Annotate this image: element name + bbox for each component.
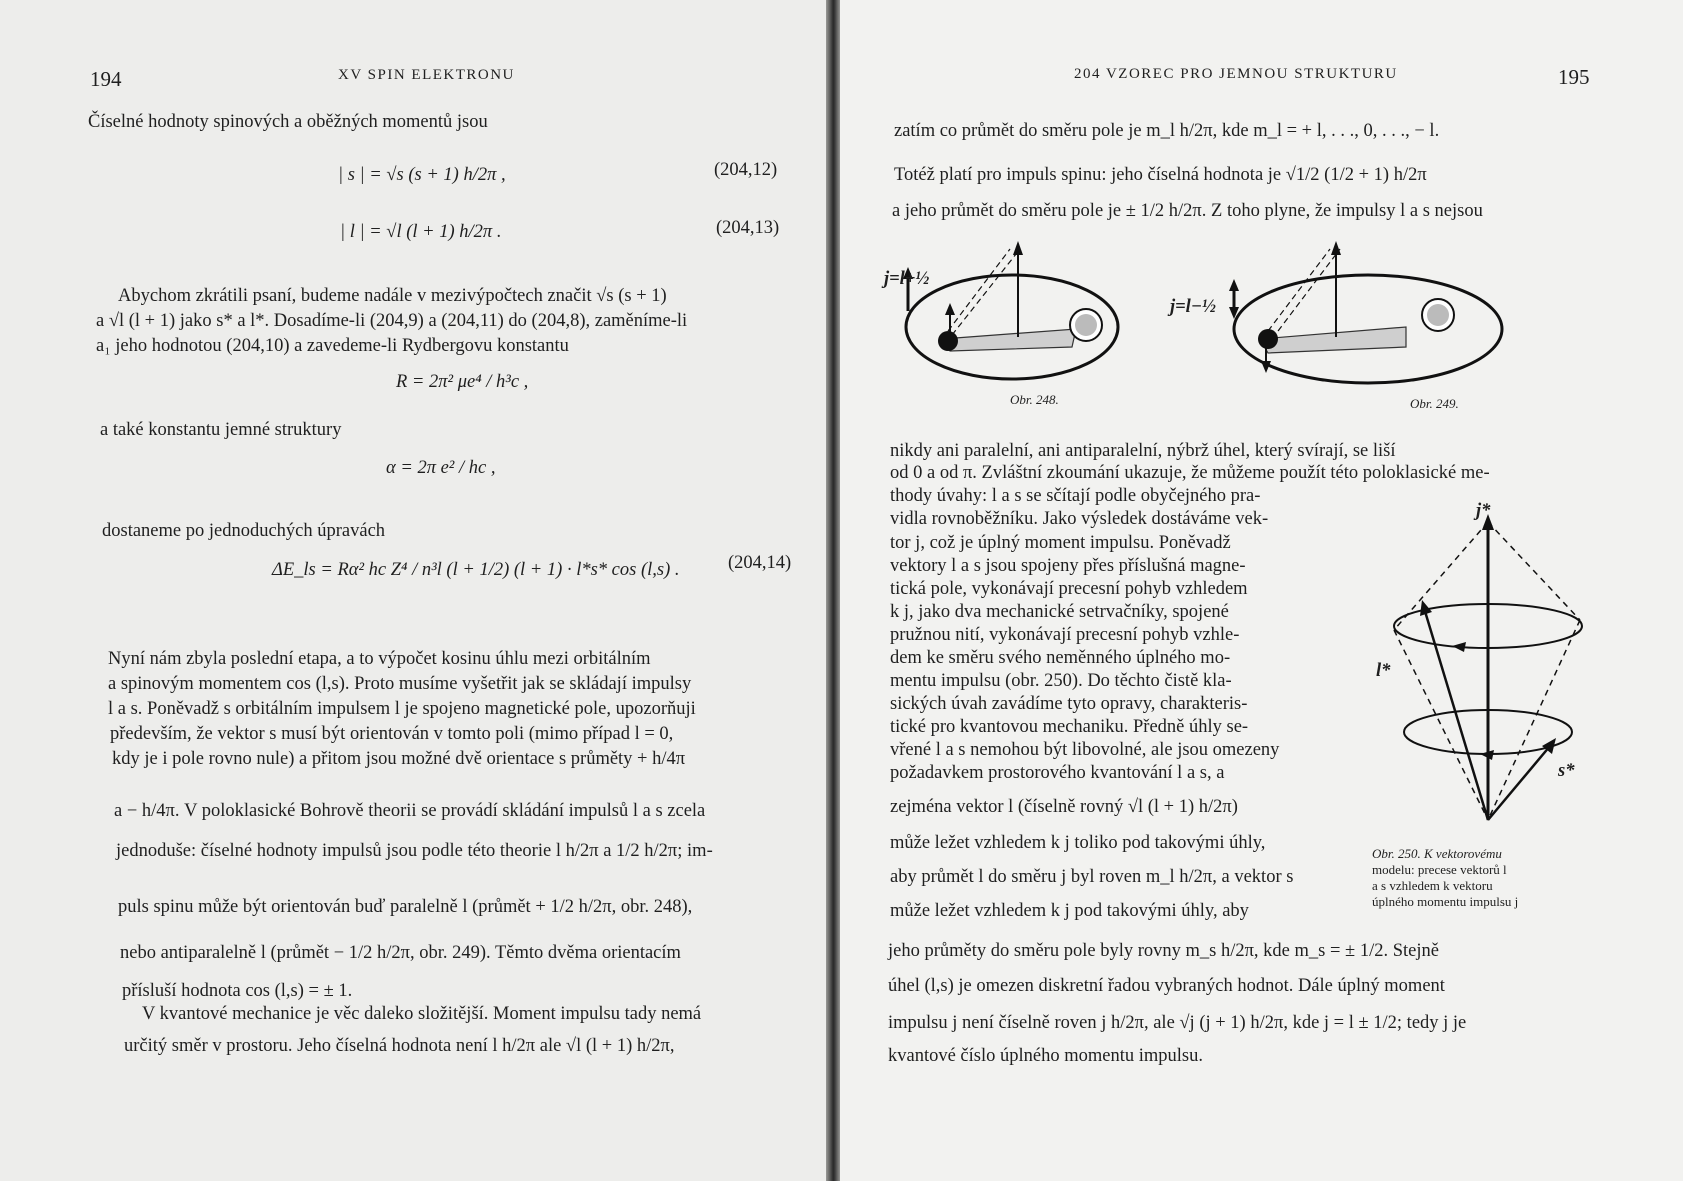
fig248-label: j=l+½ [884, 269, 930, 289]
fig250-label-j: j* [1476, 501, 1491, 521]
equation: | s | = √s (s + 1) h/2π , [338, 165, 506, 185]
fig249-label: j=l−½ [1170, 297, 1216, 317]
text-line: požadavkem prostorového kvantování l a s, a [890, 763, 1225, 783]
equation-number: (204,13) [716, 218, 780, 238]
text-line: úhel (l,s) je omezen diskretní řadou vybraných hodnot. Dále úplný moment [888, 976, 1445, 996]
nucleus-core [1427, 304, 1449, 326]
running-head-left: XV SPIN ELEKTRONU [338, 67, 515, 83]
text-line: tická pole, vykonávají precesní pohyb vzhledem [890, 579, 1248, 599]
vector-l [1424, 608, 1488, 820]
text-line: jeho průměty do směru pole byly rovny m_s h/2π, kde m_s = ± 1/2. Stejně [888, 941, 1439, 961]
text-line: sických úvah zavádíme tyto opravy, charakteris- [890, 694, 1248, 714]
text-line: tor j, což je úplný moment impulsu. Poněvadž [890, 533, 1231, 553]
fig249-caption: Obr. 249. [1410, 396, 1459, 411]
text-line: puls spinu může být orientován buď paralelně l (průmět + 1/2 h/2π, obr. 248), [118, 897, 693, 917]
electron [938, 331, 958, 351]
fig250-caption-line: modelu: precese vektorů l [1372, 862, 1507, 877]
dashed-line [1262, 249, 1330, 339]
text-line: od 0 a od π. Zvláštní zkoumání ukazuje, že můžeme použít této poloklasické me- [890, 463, 1490, 483]
text-line: Nyní nám zbyla poslední etapa, a to výpočet kosinu úhlu mezi orbitálním [108, 649, 651, 669]
equation: R = 2π² μe⁴ / h³c , [396, 372, 529, 392]
text-line: Číselné hodnoty spinových a oběžných momentů jsou [88, 112, 488, 132]
right-page [840, 0, 1683, 1181]
text-line: vektory l a s jsou spojeny přes příslušná magne- [890, 556, 1246, 576]
vector-s [1488, 746, 1550, 820]
dashed-line [952, 249, 1020, 335]
electron [1258, 329, 1278, 349]
equation: | l | = √l (l + 1) h/2π . [340, 222, 502, 242]
text-line: přísluší hodnota cos (l,s) = ± 1. [122, 981, 353, 1001]
text-line: dem ke směru svého neměnného úplného mo- [890, 648, 1231, 668]
text-line: pružnou nití, vykonávají precesní pohyb vzhle- [890, 625, 1240, 645]
text-line: a spinovým momentem cos (l,s). Proto musíme vyšetřit jak se skládají impulsy [108, 674, 692, 694]
orbit-ellipse [1234, 275, 1502, 383]
fig250-caption-line: Obr. 250. K vektorovému [1372, 846, 1502, 861]
figure-249 [1220, 235, 1510, 405]
text-line: aby průmět l do směru j byl roven m_l h/2π, a vektor s [890, 867, 1294, 887]
text-line: zatím co průmět do směru pole je m_l h/2π, kde m_l = + l, . . ., 0, . . ., − l. [894, 121, 1440, 141]
text-line: tické pro kvantovou mechaniku. Předně úhly se- [890, 717, 1249, 737]
arrow-head [1452, 642, 1466, 652]
text-line: impulsu j není číselně roven j h/2π, ale √j (j + 1) h/2π, kde j = l ± 1/2; tedy j je [888, 1013, 1467, 1033]
text-line: může ležet vzhledem k j toliko pod takovými úhly, [890, 833, 1266, 853]
running-head-right: 204 VZOREC PRO JEMNOU STRUKTURU [1074, 66, 1398, 82]
text-line: a₁ jeho hodnotou (204,10) a zavedeme-li Rydbergovu konstantu [96, 336, 569, 356]
text-line: určitý směr v prostoru. Jeho číselná hodnota není l h/2π ale √l (l + 1) h/2π, [124, 1036, 675, 1056]
text-line: k j, jako dva mechanické setrvačníky, spojené [890, 602, 1229, 622]
text-line: kdy je i pole rovno nule) a přitom jsou možné dvě orientace s průměty + h/4π [112, 749, 686, 769]
text-line: vidla rovnoběžníku. Jako výsledek dostáváme vek- [890, 509, 1269, 529]
equation-number: (204,14) [728, 553, 792, 573]
text-line: dostaneme po jednoduchých úpravách [102, 521, 386, 541]
cone-edge [1488, 522, 1580, 620]
text-line: thody úvahy: l a s se sčítají podle obyčejného pra- [890, 486, 1261, 506]
text-line: Totéž platí pro impuls spinu: jeho číselná hodnota je √1/2 (1/2 + 1) h/2π [894, 165, 1427, 185]
text-line: a jeho průmět do směru pole je ± 1/2 h/2π. Z toho plyne, že impulsy l a s nejsou [892, 201, 1483, 221]
equation: α = 2π e² / hc , [386, 458, 496, 478]
text-line: může ležet vzhledem k j pod takovými úhly, aby [890, 901, 1249, 921]
text-line: a √l (l + 1) jako s* a l*. Dosadíme-li (204,9) a (204,11) do (204,8), zaměníme-li [96, 311, 688, 331]
text-line: především, že vektor s musí být orientován v tomto poli (mimo případ l = 0, [110, 724, 674, 744]
text-line: kvantové číslo úplného momentu impulsu. [888, 1046, 1203, 1066]
text-line: a také konstantu jemné struktury [100, 420, 342, 440]
text-line: nikdy ani paralelní, ani antiparalelní, nýbrž úhel, který svírají, se liší [890, 441, 1396, 461]
text-line: a − h/4π. V poloklasické Bohrově theorii se provádí skládání impulsů l a s zcela [114, 801, 706, 821]
page-number-right: 195 [1558, 65, 1590, 89]
arrow-head [1331, 241, 1341, 255]
fig250-label-s: s* [1558, 761, 1575, 781]
dashed-line [942, 249, 1010, 339]
figure-250 [1380, 510, 1600, 840]
fig250-caption-line: úplného momentu impulsu j [1372, 894, 1519, 909]
arrow-head [1229, 279, 1239, 291]
fig250-caption-line: a s vzhledem k vektoru [1372, 878, 1493, 893]
text-line: zejména vektor l (číselně rovný √l (l + 1) h/2π) [890, 797, 1238, 817]
page-number-left: 194 [90, 67, 122, 91]
arrow-head [945, 303, 955, 315]
nucleus-core [1075, 314, 1097, 336]
text-line: mentu impulsu (obr. 250). Do těchto čistě kla- [890, 671, 1232, 691]
text-line: l a s. Poněvadž s orbitálním impulsem l je spojeno magnetické pole, upozorňuji [108, 699, 696, 719]
text-line: nebo antiparalelně l (průmět − 1/2 h/2π, obr. 249). Těmto dvěma orientacím [120, 943, 681, 963]
text-line: vřené l a s nemohou být libovolné, ale jsou omezeny [890, 740, 1280, 760]
text-line: Abychom zkrátili psaní, budeme nadále v mezivýpočtech značit √s (s + 1) [118, 286, 667, 306]
cone-edge [1488, 620, 1580, 820]
text-line: V kvantové mechanice je věc daleko složitější. Moment impulsu tady nemá [142, 1004, 702, 1024]
dashed-line [1272, 249, 1340, 339]
figure-248 [890, 235, 1130, 405]
arrow-head [1013, 241, 1023, 255]
fig250-label-l: l* [1376, 661, 1391, 681]
equation-number: (204,12) [714, 160, 778, 180]
left-page [0, 0, 830, 1181]
text-line: jednoduše: číselné hodnoty impulsů jsou podle této theorie l h/2π a 1/2 h/2π; im- [116, 841, 713, 861]
fig248-caption: Obr. 248. [1010, 392, 1059, 407]
hatched-region [1260, 327, 1406, 353]
hatched-region [942, 329, 1076, 351]
equation: ΔE_ls = Rα² hc Z⁴ / n³l (l + 1/2) (l + 1) · l*s* cos (l,s) . [272, 560, 680, 580]
